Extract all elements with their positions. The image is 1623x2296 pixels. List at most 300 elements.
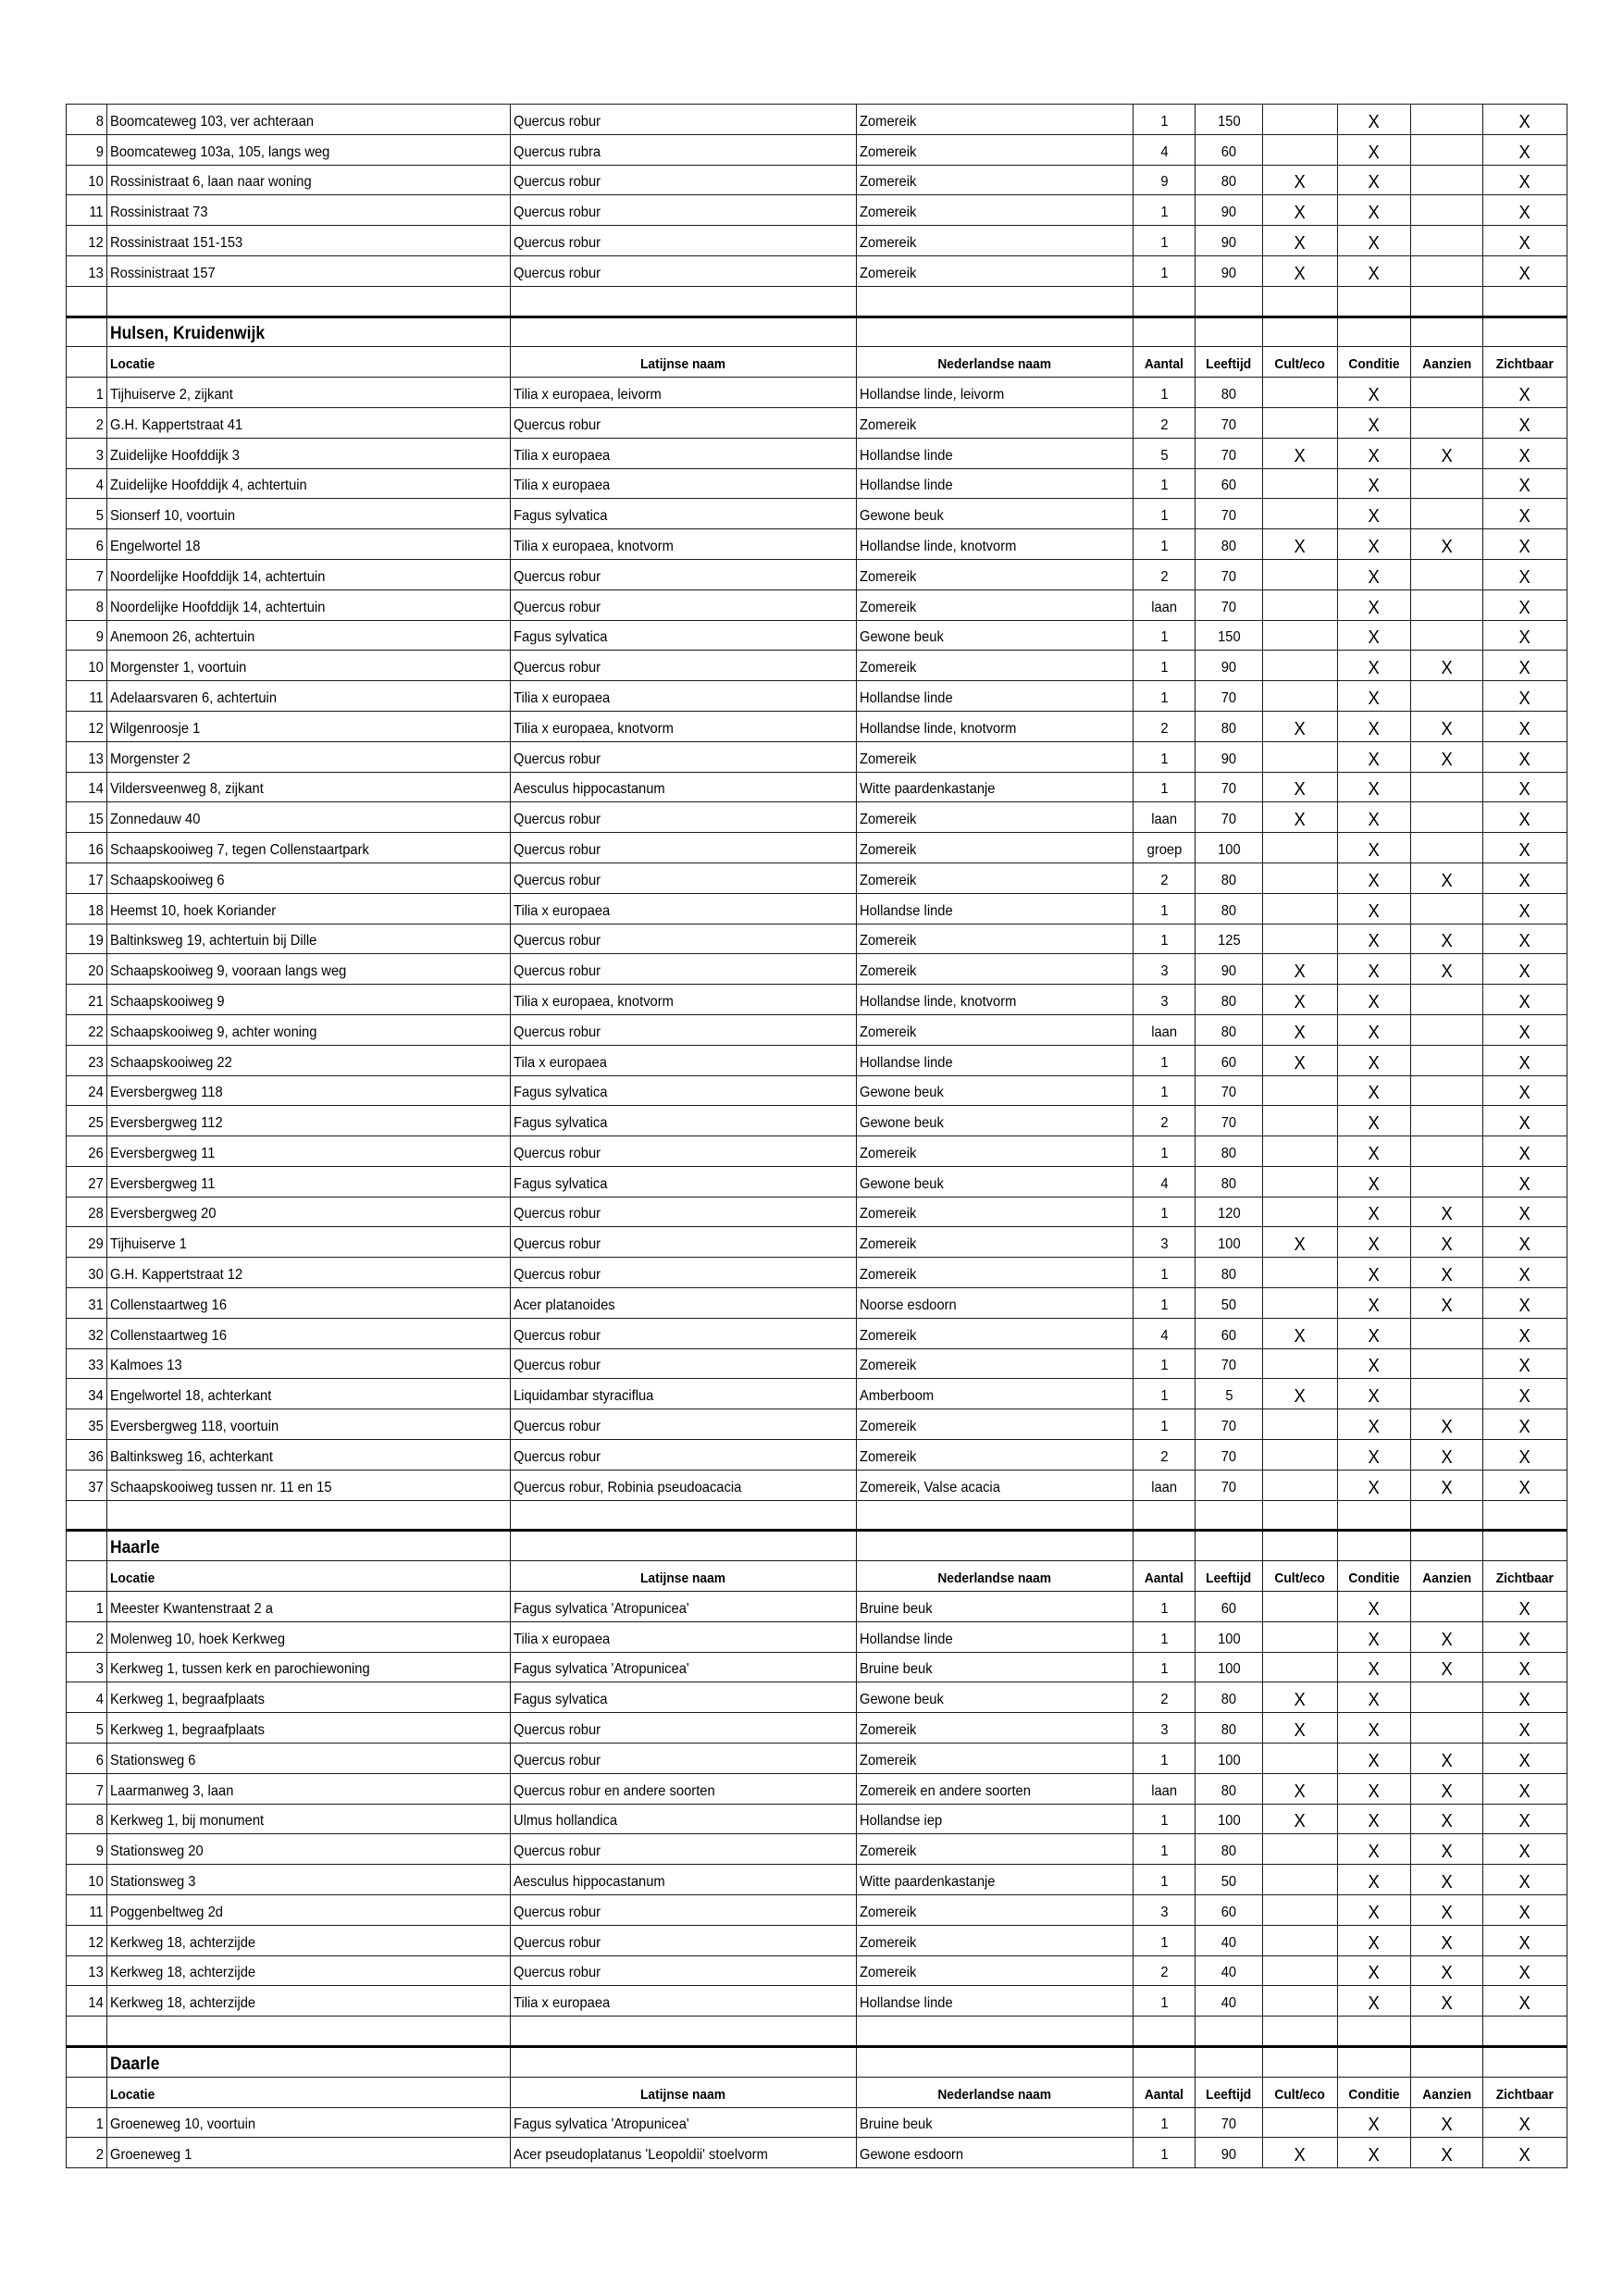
row-number-text: 28	[88, 1206, 104, 1222]
count-cell-text: 1	[1159, 234, 1169, 251]
zichtbaar-mark-cell	[1483, 1955, 1567, 1986]
aanzien-mark-cell	[1411, 1955, 1483, 1986]
zichtbaar-mark-cell-text: X	[1518, 962, 1531, 983]
location-cell	[107, 620, 511, 651]
conditie-mark-cell	[1338, 407, 1411, 438]
latin-name-cell	[511, 1986, 857, 2017]
count-cell	[1134, 620, 1196, 651]
aanzien-mark-cell-text: X	[1441, 445, 1453, 466]
column-header	[1338, 347, 1411, 378]
aanzien-mark-cell	[1411, 468, 1483, 499]
count-cell-text: laan	[1151, 1479, 1177, 1496]
dutch-name-cell	[857, 1713, 1134, 1744]
aanzien-mark-cell	[1411, 1318, 1483, 1348]
dutch-name-cell	[857, 1621, 1134, 1652]
count-cell-text: 1	[1159, 1934, 1169, 1951]
row-number	[67, 1075, 107, 1106]
aanzien-mark-cell-text: X	[1441, 2145, 1453, 2166]
count-cell-text: laan	[1151, 812, 1177, 828]
latin-name-cell	[511, 1865, 857, 1895]
cult-mark-cell-text: X	[1294, 991, 1307, 1012]
zichtbaar-mark-cell-text: X	[1518, 111, 1531, 132]
latin-name-cell-text: Quercus robur	[514, 1752, 601, 1769]
location-cell	[107, 1744, 511, 1774]
location-cell-text: Heemst 10, hoek Koriander	[110, 902, 277, 919]
empty-cell	[1263, 2047, 1338, 2078]
empty-cell	[511, 2047, 857, 2078]
count-cell	[1134, 1925, 1196, 1955]
dutch-name-cell	[857, 1014, 1134, 1045]
location-cell-text: Wilgenroosje 1	[110, 720, 201, 737]
aanzien-mark-cell	[1411, 954, 1483, 985]
location-cell-text: Eversbergweg 11	[110, 1175, 216, 1192]
dutch-name-cell-text: Hollandse linde	[860, 689, 953, 706]
age-cell	[1196, 195, 1263, 226]
latin-name-cell	[511, 590, 857, 620]
column-header	[1196, 1561, 1263, 1592]
cult-mark-cell	[1263, 1258, 1338, 1288]
dutch-name-cell	[857, 529, 1134, 560]
aanzien-mark-cell-text: X	[1441, 749, 1453, 770]
zichtbaar-mark-cell-text: X	[1518, 779, 1531, 800]
column-header	[1196, 2077, 1263, 2107]
row-number-text: 5	[95, 508, 104, 525]
row-number	[67, 255, 107, 286]
row-number	[67, 468, 107, 499]
location-cell	[107, 954, 511, 985]
aanzien-mark-cell	[1411, 681, 1483, 712]
table-row	[67, 1925, 1567, 1955]
empty-cell	[67, 316, 107, 347]
conditie-mark-cell	[1338, 1197, 1411, 1227]
latin-name-cell	[511, 1744, 857, 1774]
row-number-text: 24	[88, 1085, 104, 1101]
location-cell	[107, 802, 511, 833]
conditie-mark-cell	[1338, 1621, 1411, 1652]
row-number	[67, 954, 107, 985]
zichtbaar-mark-cell	[1483, 802, 1567, 833]
location-cell	[107, 924, 511, 954]
conditie-mark-cell-text: X	[1368, 749, 1381, 770]
column-header	[1134, 347, 1196, 378]
dutch-name-cell-text: Gewone beuk	[860, 1115, 944, 1132]
aanzien-mark-cell	[1411, 1773, 1483, 1804]
location-cell	[107, 590, 511, 620]
cult-mark-cell	[1263, 134, 1338, 165]
empty-cell	[1411, 1531, 1483, 1561]
dutch-name-cell-text: Witte paardenkastanje	[860, 781, 996, 798]
zichtbaar-mark-cell	[1483, 1197, 1567, 1227]
location-cell	[107, 1045, 511, 1075]
latin-name-cell-text: Fagus sylvatica 'Atropunicea'	[514, 1600, 689, 1617]
row-number	[67, 1895, 107, 1926]
aanzien-mark-cell	[1411, 1045, 1483, 1075]
count-cell	[1134, 499, 1196, 529]
location-cell	[107, 1136, 511, 1167]
count-cell-text: 1	[1159, 113, 1169, 130]
location-cell	[107, 1227, 511, 1258]
location-cell-text: Baltinksweg 19, achtertuin bij Dille	[110, 933, 317, 949]
table-row	[67, 2107, 1567, 2138]
location-cell	[107, 407, 511, 438]
conditie-mark-cell-text: X	[1368, 1477, 1381, 1498]
latin-name-cell	[511, 681, 857, 712]
zichtbaar-mark-cell	[1483, 1318, 1567, 1348]
conditie-mark-cell-text: X	[1368, 1932, 1381, 1954]
row-number	[67, 1348, 107, 1379]
zichtbaar-mark-cell-text: X	[1518, 658, 1531, 679]
location-cell-text: Schaapskooiweg tussen nr. 11 en 15	[110, 1479, 332, 1496]
empty-cell	[1411, 2017, 1483, 2047]
latin-name-cell	[511, 1773, 857, 1804]
row-number-text: 13	[88, 1965, 104, 1981]
cult-mark-cell	[1263, 893, 1338, 924]
dutch-name-cell-text: Zomereik	[860, 872, 917, 888]
location-cell-text: Eversbergweg 11	[110, 1145, 216, 1161]
age-cell	[1196, 924, 1263, 954]
location-cell	[107, 1075, 511, 1106]
location-cell-text: Engelwortel 18	[110, 538, 201, 554]
table-row	[67, 924, 1567, 954]
location-cell	[107, 1348, 511, 1379]
dutch-name-cell-text: Zomereik	[860, 1145, 917, 1161]
location-cell	[107, 1409, 511, 1440]
table-row	[67, 407, 1567, 438]
conditie-mark-cell	[1338, 105, 1411, 135]
conditie-mark-cell	[1338, 468, 1411, 499]
location-cell	[107, 499, 511, 529]
cult-mark-cell	[1263, 226, 1338, 256]
zichtbaar-mark-cell-text: X	[1518, 2115, 1531, 2136]
count-cell-text: 2	[1159, 1115, 1169, 1132]
row-number	[67, 893, 107, 924]
conditie-mark-cell	[1338, 1348, 1411, 1379]
aanzien-mark-cell	[1411, 438, 1483, 468]
latin-name-cell-text: Fagus sylvatica	[514, 508, 608, 525]
aanzien-mark-cell	[1411, 1014, 1483, 1045]
conditie-mark-cell	[1338, 1895, 1411, 1926]
location-cell	[107, 1014, 511, 1045]
count-cell	[1134, 893, 1196, 924]
latin-name-cell-text: Quercus robur	[514, 1448, 601, 1465]
row-number-text: 14	[88, 781, 104, 798]
empty-cell	[857, 316, 1134, 347]
conditie-mark-cell	[1338, 1166, 1411, 1197]
dutch-name-cell	[857, 1318, 1134, 1348]
conditie-mark-cell	[1338, 1804, 1411, 1834]
dutch-name-cell-text: Hollandse linde, knotvorm	[860, 538, 1017, 554]
location-cell-text: Kalmoes 13	[110, 1358, 182, 1374]
dutch-name-cell	[857, 1197, 1134, 1227]
column-header-text: Conditie	[1348, 356, 1400, 373]
conditie-mark-cell	[1338, 1865, 1411, 1895]
zichtbaar-mark-cell-text: X	[1518, 1963, 1531, 1984]
age-cell-text: 80	[1220, 386, 1237, 403]
empty-cell	[1411, 286, 1483, 316]
age-cell	[1196, 1986, 1263, 2017]
cult-mark-cell	[1263, 1075, 1338, 1106]
row-number	[67, 1713, 107, 1744]
dutch-name-cell-text: Bruine beuk	[860, 1600, 933, 1617]
age-cell	[1196, 1136, 1263, 1167]
latin-name-cell-text: Fagus sylvatica	[514, 1085, 608, 1101]
count-cell-text: 2	[1159, 872, 1169, 888]
conditie-mark-cell	[1338, 1955, 1411, 1986]
zichtbaar-mark-cell	[1483, 620, 1567, 651]
aanzien-mark-cell-text: X	[1441, 1781, 1453, 1802]
zichtbaar-mark-cell	[1483, 1166, 1567, 1197]
conditie-mark-cell	[1338, 1682, 1411, 1713]
cult-mark-cell-text: X	[1294, 1235, 1307, 1256]
latin-name-cell-text: Fagus sylvatica 'Atropunicea'	[514, 1661, 689, 1678]
age-cell	[1196, 1288, 1263, 1319]
zichtbaar-mark-cell	[1483, 529, 1567, 560]
cult-mark-cell-text: X	[1294, 1811, 1307, 1832]
latin-name-cell	[511, 1592, 857, 1622]
conditie-mark-cell	[1338, 1075, 1411, 1106]
latin-name-cell	[511, 620, 857, 651]
count-cell-text: 1	[1159, 538, 1169, 554]
latin-name-cell-text: Quercus robur	[514, 1206, 601, 1222]
row-number	[67, 1865, 107, 1895]
zichtbaar-mark-cell-text: X	[1518, 1113, 1531, 1135]
dutch-name-cell-text: Gewone beuk	[860, 1692, 944, 1708]
dutch-name-cell	[857, 438, 1134, 468]
column-header-text: Conditie	[1348, 2086, 1400, 2103]
dutch-name-cell-text: Zomereik	[860, 1024, 917, 1040]
location-cell	[107, 105, 511, 135]
location-cell	[107, 1592, 511, 1622]
location-cell	[107, 529, 511, 560]
count-cell	[1134, 2107, 1196, 2138]
count-cell-text: 1	[1159, 1267, 1169, 1284]
age-cell	[1196, 1682, 1263, 1713]
zichtbaar-mark-cell	[1483, 1592, 1567, 1622]
location-cell	[107, 1288, 511, 1319]
dutch-name-cell	[857, 195, 1134, 226]
empty-cell	[1411, 2047, 1483, 2078]
conditie-mark-cell-text: X	[1368, 1295, 1381, 1316]
zichtbaar-mark-cell-text: X	[1518, 203, 1531, 224]
age-cell	[1196, 2107, 1263, 2138]
latin-name-cell-text: Quercus robur	[514, 1327, 601, 1344]
section-title-row	[67, 1531, 1567, 1561]
column-header	[1134, 1561, 1196, 1592]
dutch-name-cell	[857, 1682, 1134, 1713]
dutch-name-cell-text: Hollandse iep	[860, 1813, 943, 1830]
zichtbaar-mark-cell	[1483, 711, 1567, 741]
latin-name-cell-text: Quercus robur	[514, 416, 601, 433]
row-number-text: 6	[95, 1752, 104, 1769]
dutch-name-cell	[857, 1986, 1134, 2017]
cult-mark-cell	[1263, 1227, 1338, 1258]
table-row	[67, 1834, 1567, 1865]
location-cell-text: Schaapskooiweg 7, tegen Collenstaartpark	[110, 841, 369, 858]
zichtbaar-mark-cell	[1483, 1713, 1567, 1744]
conditie-mark-cell-text: X	[1368, 1963, 1381, 1984]
column-header-text: Aanzien	[1422, 356, 1471, 373]
dutch-name-cell	[857, 1288, 1134, 1319]
zichtbaar-mark-cell	[1483, 468, 1567, 499]
conditie-mark-cell-text: X	[1368, 1690, 1381, 1711]
age-cell-text: 100	[1217, 841, 1241, 858]
latin-name-cell	[511, 1197, 857, 1227]
latin-name-cell-text: Quercus robur	[514, 205, 601, 221]
zichtbaar-mark-cell	[1483, 1075, 1567, 1106]
conditie-mark-cell-text: X	[1368, 1781, 1381, 1802]
age-cell-text: 150	[1217, 113, 1241, 130]
conditie-mark-cell-text: X	[1368, 870, 1381, 891]
empty-cell	[67, 286, 107, 316]
aanzien-mark-cell	[1411, 1409, 1483, 1440]
conditie-mark-cell-text: X	[1368, 263, 1381, 284]
latin-name-cell	[511, 2107, 857, 2138]
location-cell-text: Boomcateweg 103a, 105, langs weg	[110, 143, 330, 160]
age-cell	[1196, 1379, 1263, 1409]
empty-cell	[1483, 2047, 1567, 2078]
aanzien-mark-cell	[1411, 1925, 1483, 1955]
conditie-mark-cell-text: X	[1368, 203, 1381, 224]
latin-name-cell-text: Tilia x europaea	[514, 478, 611, 494]
count-cell	[1134, 559, 1196, 590]
table-row	[67, 165, 1567, 195]
conditie-mark-cell-text: X	[1368, 506, 1381, 527]
age-cell-text: 60	[1220, 1600, 1237, 1617]
latin-name-cell	[511, 1045, 857, 1075]
table-row	[67, 1227, 1567, 1258]
dutch-name-cell	[857, 1955, 1134, 1986]
count-cell	[1134, 1045, 1196, 1075]
count-cell	[1134, 1804, 1196, 1834]
aanzien-mark-cell	[1411, 590, 1483, 620]
zichtbaar-mark-cell-text: X	[1518, 445, 1531, 466]
zichtbaar-mark-cell	[1483, 2107, 1567, 2138]
cult-mark-cell	[1263, 1592, 1338, 1622]
cult-mark-cell-text: X	[1294, 232, 1307, 254]
location-cell-text: Kerkweg 1, begraafplaats	[110, 1722, 265, 1739]
dutch-name-cell	[857, 1773, 1134, 1804]
table-row	[67, 529, 1567, 560]
age-cell	[1196, 1621, 1263, 1652]
empty-cell	[1338, 316, 1411, 347]
count-cell	[1134, 741, 1196, 772]
conditie-mark-cell	[1338, 1713, 1411, 1744]
count-cell	[1134, 226, 1196, 256]
zichtbaar-mark-cell	[1483, 1288, 1567, 1319]
age-cell-text: 70	[1220, 1358, 1237, 1374]
zichtbaar-mark-cell	[1483, 1773, 1567, 1804]
table-row	[67, 1045, 1567, 1075]
column-header	[1263, 347, 1338, 378]
column-header-text: Locatie	[110, 356, 155, 373]
aanzien-mark-cell	[1411, 1865, 1483, 1895]
table-row	[67, 772, 1567, 802]
age-cell-text: 60	[1220, 143, 1237, 160]
count-cell	[1134, 1106, 1196, 1136]
location-cell-text: Sionserf 10, voortuin	[110, 508, 236, 525]
row-number-text: 3	[95, 1661, 104, 1678]
row-number-text: 9	[95, 629, 104, 646]
aanzien-mark-cell	[1411, 1652, 1483, 1682]
age-cell-text: 60	[1220, 478, 1237, 494]
location-cell-text: Stationsweg 3	[110, 1874, 196, 1891]
cult-mark-cell-text: X	[1294, 445, 1307, 466]
cult-mark-cell	[1263, 1440, 1338, 1471]
row-number-text: 18	[88, 902, 104, 919]
latin-name-cell-text: Quercus robur	[514, 751, 601, 767]
age-cell-text: 60	[1220, 1327, 1237, 1344]
empty-cell	[1134, 1531, 1196, 1561]
dutch-name-cell-text: Zomereik	[860, 416, 917, 433]
conditie-mark-cell-text: X	[1368, 658, 1381, 679]
zichtbaar-mark-cell-text: X	[1518, 1052, 1531, 1074]
conditie-mark-cell-text: X	[1368, 384, 1381, 405]
count-cell-text: 3	[1159, 1904, 1169, 1920]
dutch-name-cell	[857, 1045, 1134, 1075]
count-cell-text: 1	[1159, 205, 1169, 221]
row-number-text: 2	[95, 2147, 104, 2164]
zichtbaar-mark-cell-text: X	[1518, 1629, 1531, 1650]
dutch-name-cell-text: Zomereik	[860, 660, 917, 676]
conditie-mark-cell-text: X	[1368, 566, 1381, 588]
latin-name-cell-text: Tilia x europaea	[514, 1631, 611, 1647]
location-cell	[107, 2107, 511, 2138]
count-cell-text: 1	[1159, 1995, 1169, 2012]
zichtbaar-mark-cell-text: X	[1518, 870, 1531, 891]
aanzien-mark-cell	[1411, 924, 1483, 954]
count-cell-text: 3	[1159, 993, 1169, 1010]
conditie-mark-cell	[1338, 802, 1411, 833]
age-cell	[1196, 1925, 1263, 1955]
column-header-text: Cult/eco	[1274, 356, 1326, 373]
cult-mark-cell	[1263, 529, 1338, 560]
age-cell-text: 70	[1220, 1085, 1237, 1101]
dutch-name-cell	[857, 105, 1134, 135]
location-cell-text: Morgenster 1, voortuin	[110, 660, 247, 676]
location-cell-text: Zuidelijke Hoofddijk 3	[110, 447, 240, 464]
count-cell	[1134, 863, 1196, 893]
dutch-name-cell	[857, 1106, 1134, 1136]
zichtbaar-mark-cell-text: X	[1518, 1872, 1531, 1893]
count-cell	[1134, 681, 1196, 712]
row-number-text: 2	[95, 1631, 104, 1647]
age-cell-text: 80	[1220, 1145, 1237, 1161]
dutch-name-cell-text: Gewone beuk	[860, 508, 944, 525]
age-cell	[1196, 1592, 1263, 1622]
empty-cell	[1411, 1500, 1483, 1531]
aanzien-mark-cell	[1411, 226, 1483, 256]
latin-name-cell	[511, 1713, 857, 1744]
row-number	[67, 226, 107, 256]
dutch-name-cell-text: Zomereik	[860, 1358, 917, 1374]
location-cell	[107, 468, 511, 499]
location-cell	[107, 165, 511, 195]
empty-cell	[1134, 2017, 1196, 2047]
count-cell	[1134, 255, 1196, 286]
spacer-row	[67, 2017, 1567, 2047]
dutch-name-cell-text: Amberboom	[860, 1388, 935, 1405]
dutch-name-cell-text: Bruine beuk	[860, 2116, 933, 2133]
latin-name-cell-text: Quercus robur	[514, 1145, 601, 1161]
row-number-text: 12	[88, 720, 104, 737]
conditie-mark-cell	[1338, 255, 1411, 286]
aanzien-mark-cell-text: X	[1441, 1811, 1453, 1832]
latin-name-cell	[511, 165, 857, 195]
age-cell-text: 40	[1220, 1934, 1237, 1951]
age-cell	[1196, 438, 1263, 468]
age-cell-text: 80	[1220, 1843, 1237, 1860]
row-number	[67, 1621, 107, 1652]
